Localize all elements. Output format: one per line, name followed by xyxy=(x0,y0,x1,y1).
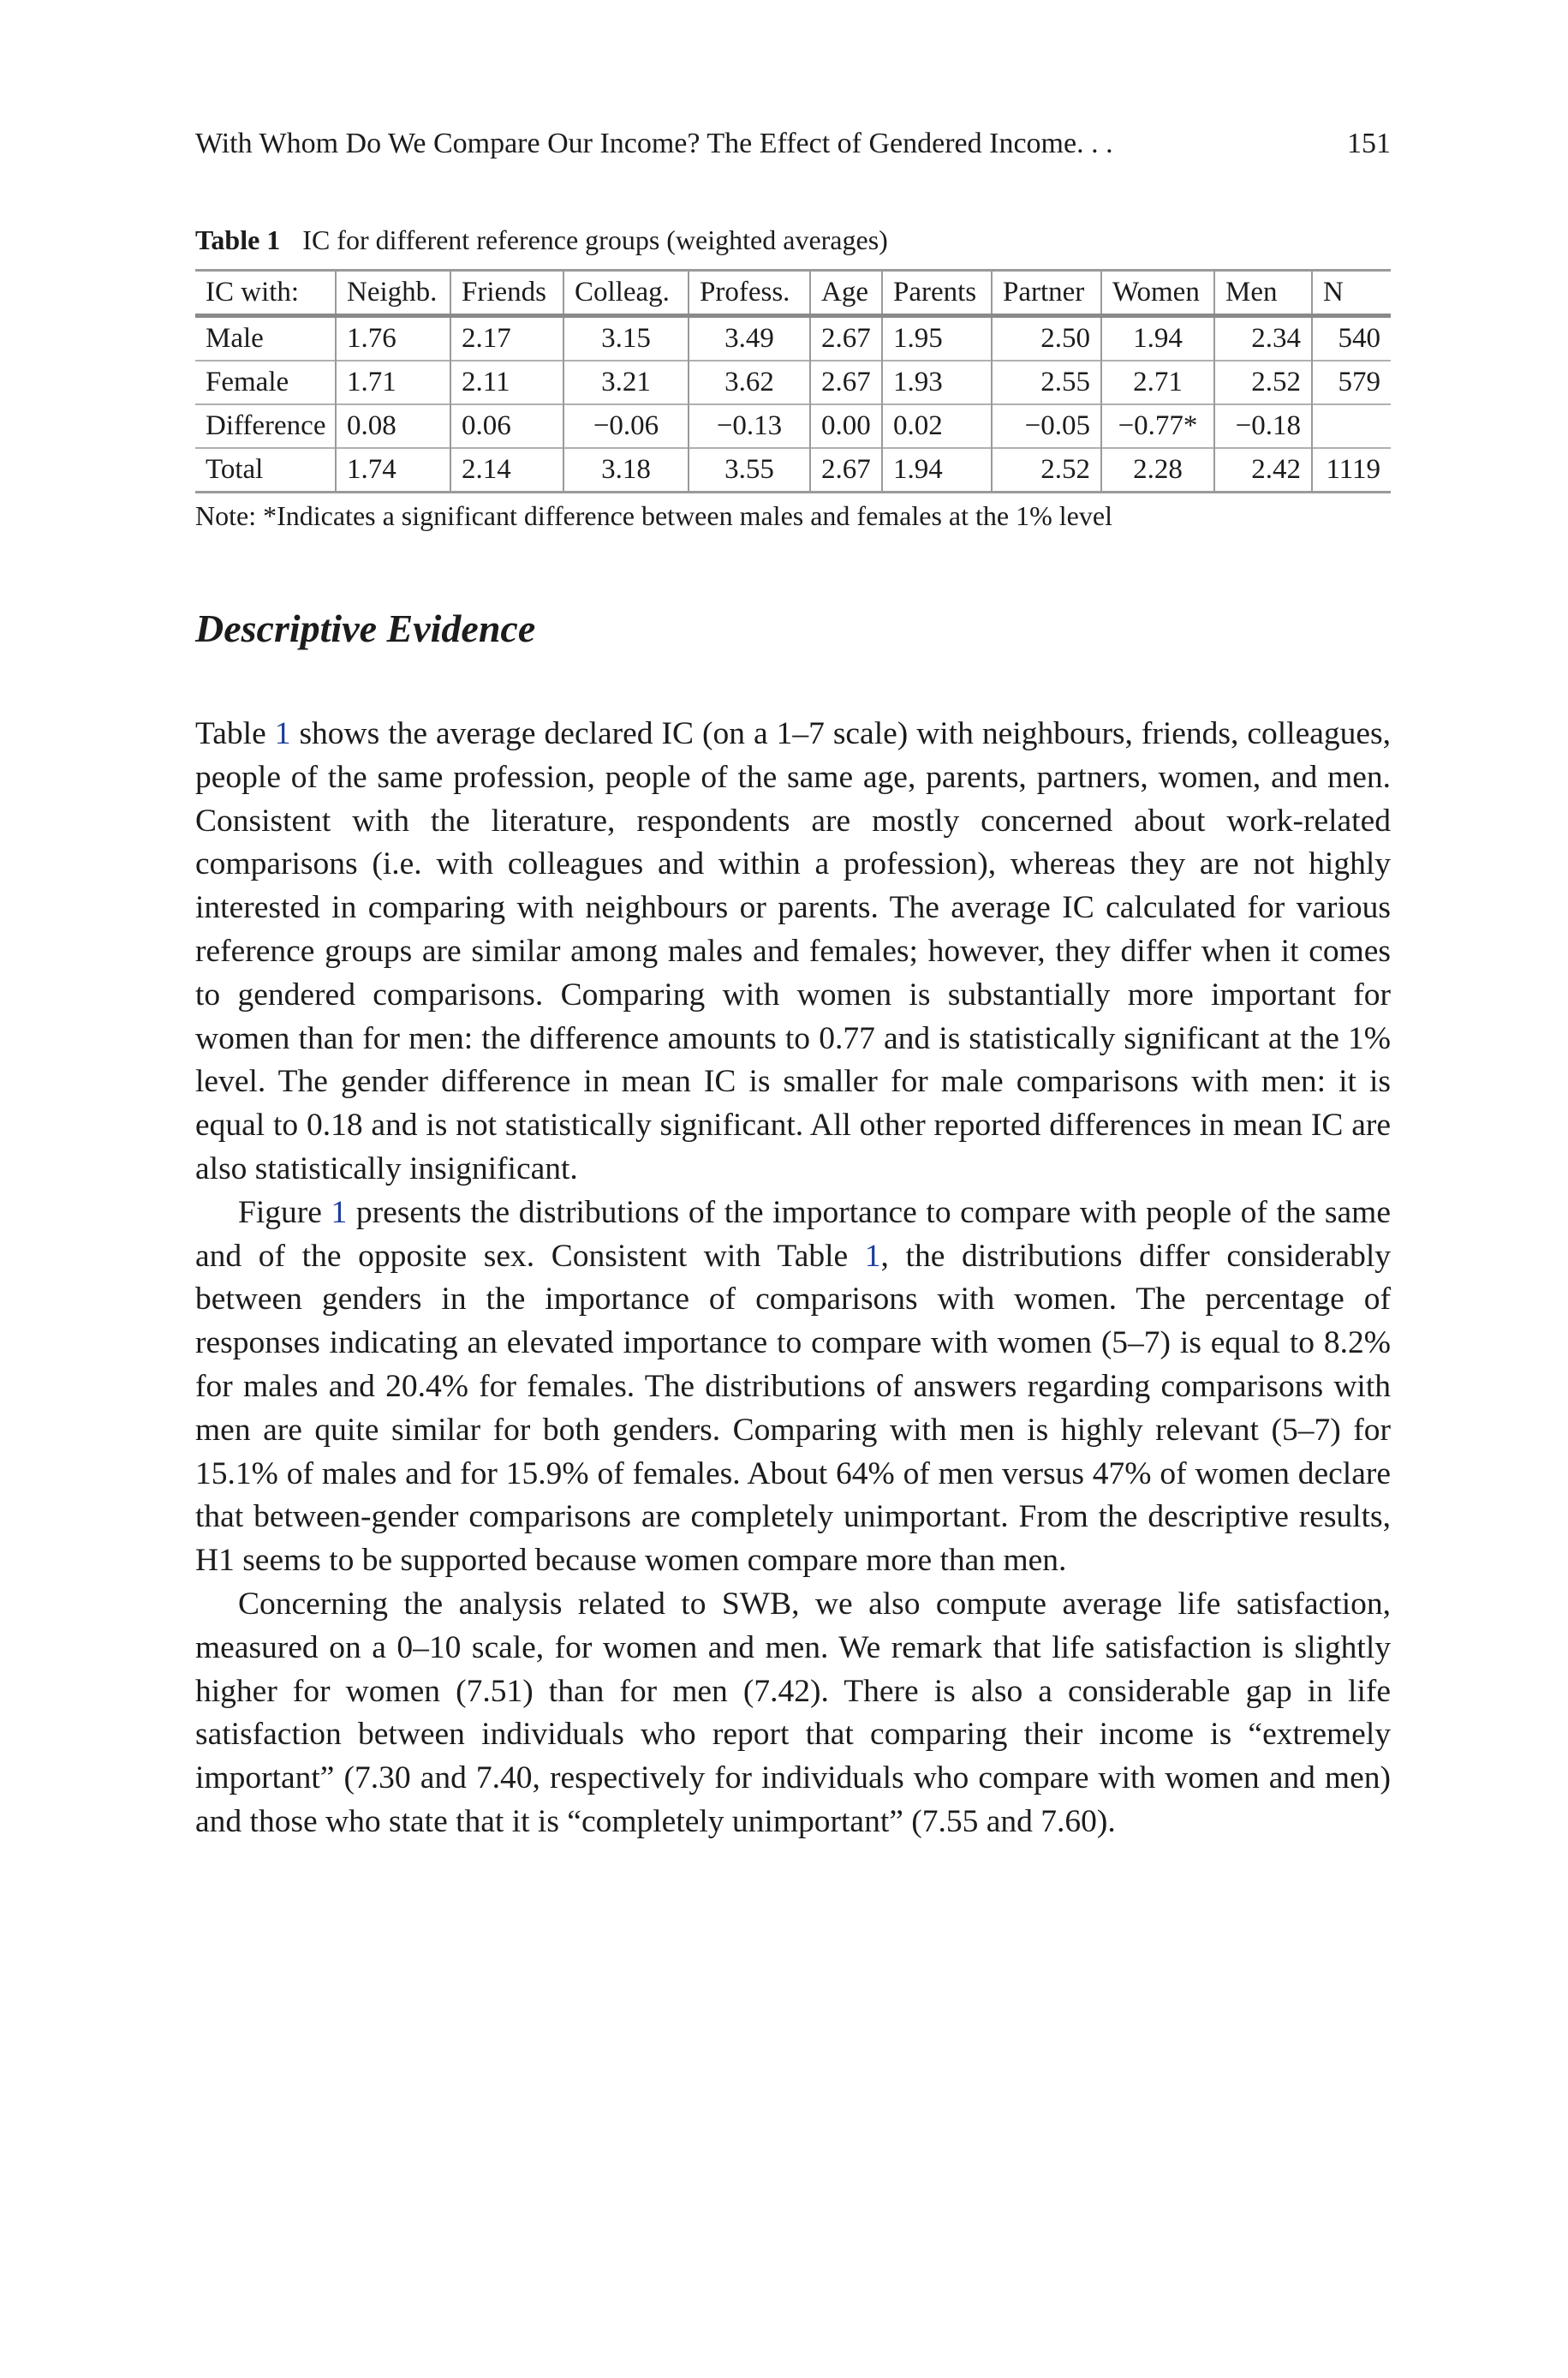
table-caption xyxy=(195,223,888,257)
column-header: Neighb. xyxy=(336,271,450,316)
column-header: N xyxy=(1323,277,1344,308)
table-cell: 3.62 xyxy=(689,361,810,404)
table-cell: 2.67 xyxy=(810,316,882,361)
table-row xyxy=(195,404,1391,448)
table-cell: 2.52 xyxy=(1214,361,1312,404)
table-cell: 540 xyxy=(1338,323,1380,354)
text-run: presents the distributions of the importance to compare with people of the same and of the opposite sex. Consistent with Table xyxy=(195,1194,1391,1274)
table-cell: −0.77* xyxy=(1101,404,1214,448)
table-cell: 1.71 xyxy=(336,361,450,404)
running-head-title: With Whom Do We Compare Our Income? The Effect of Gendered Income. . . xyxy=(195,128,1113,159)
table-cell: 2.71 xyxy=(1101,361,1214,404)
table-cell: 0.00 xyxy=(810,404,882,448)
column-header: Friends xyxy=(450,271,563,316)
column-header: Partner xyxy=(992,271,1101,316)
table-cell: 1.95 xyxy=(882,316,992,361)
table-label: Table 1 xyxy=(195,224,281,255)
table-cell: 2.42 xyxy=(1214,448,1312,493)
table-cell: 0.06 xyxy=(450,404,563,448)
paragraph: Concerning the analysis related to SWB, we also compute average life satisfaction, measured on a 0–10 scale, for women and men. We remark that life satisfaction is slightly higher for women (7.51) than for men (7.42). There is also a considerable gap in life satisfaction between individuals who report that comparing their income is “extremely important” (7.30 and 7.40, respectively for individuals who compare with women and men) and those who state that it is “completely unimportant” (7.55 and 7.60). xyxy=(195,1586,1391,1839)
table-cell: 3.55 xyxy=(689,448,810,493)
text-run: , the distributions differ considerably between genders in the importance of comparisons with women. The percentage of responses indicating an elevated importance to compare with women (5–7) is equal to 8.2% for males and 20.4% for females. The distributions of answers regarding comparisons with men are quite similar for both genders. Comparing with men is highly relevant (5–7) for 15.1% of males and for 15.9% of females. About 64% of men versus 47% of women declare that between-gender comparisons are completely unimportant. From the descriptive results, H1 seems to be supported because women compare more than men. xyxy=(195,1238,1391,1579)
table-cell: 1.93 xyxy=(882,361,992,404)
text-run: shows the average declared IC (on a 1–7 scale) with neighbours, friends, colleagues, people of the same profession, people of the same age, parents, partners, women, and men. Consistent with the literature, respondents are mostly concerned about work-related comparisons (i.e. with colleagues and within a profession), whereas they are not highly interested in comparing with neighbours or parents. The average IC calculated for various reference groups are similar among males and females; however, they differ when it comes to gendered comparisons. Comparing with women is substantially more important for women than for men: the difference amounts to 0.77 and is statistically significant at the 1% level. The gender difference in mean IC is smaller for male comparisons with men: it is equal to 0.18 and is not statistically significant. All other reported differences in mean IC are also statistically insignificant. xyxy=(195,716,1391,1186)
body-text xyxy=(195,713,1391,1844)
section-heading: Descriptive Evidence xyxy=(195,606,536,650)
table-cell: 1.76 xyxy=(336,316,450,361)
table-row xyxy=(195,361,1391,404)
text-run: Figure xyxy=(238,1194,331,1230)
column-header: Age xyxy=(810,271,882,316)
table-cell: 2.28 xyxy=(1101,448,1214,493)
table-cell: 1.94 xyxy=(1101,316,1214,361)
table-cell: 3.15 xyxy=(563,316,689,361)
table-reference-link[interactable]: 1 xyxy=(864,1238,881,1274)
table-cell: 2.11 xyxy=(450,361,563,404)
table-cell: 2.50 xyxy=(992,316,1101,361)
paragraph xyxy=(195,1192,1391,1583)
table-cell: 2.52 xyxy=(992,448,1101,493)
table-reference-link[interactable]: 1 xyxy=(274,716,291,751)
row-label: Difference xyxy=(195,404,336,448)
table-cell: 2.55 xyxy=(992,361,1101,404)
row-label: Female xyxy=(195,361,336,404)
column-header: IC with: xyxy=(195,271,336,316)
table-header-row xyxy=(195,271,1391,316)
table-cell: 2.34 xyxy=(1214,316,1312,361)
table-cell: 3.18 xyxy=(563,448,689,493)
table-cell: 2.67 xyxy=(810,361,882,404)
table-cell: 579 xyxy=(1338,367,1380,397)
table-cell: −0.06 xyxy=(563,404,689,448)
column-header: Men xyxy=(1214,271,1312,316)
table-cell: 2.17 xyxy=(450,316,563,361)
table-cell: 1.74 xyxy=(336,448,450,493)
paragraph xyxy=(195,713,1391,1192)
table-caption-text: IC for different reference groups (weighted averages) xyxy=(302,224,888,255)
table-cell: 2.14 xyxy=(450,448,563,493)
table-cell: 1.94 xyxy=(882,448,992,493)
table-cell: 3.49 xyxy=(689,316,810,361)
page-number: 151 xyxy=(1347,128,1391,159)
table-note: Note: *Indicates a significant difference between males and females at the 1% level xyxy=(195,500,1112,531)
column-header: Women xyxy=(1101,271,1214,316)
column-header: Colleag. xyxy=(563,271,689,316)
table-cell: 2.67 xyxy=(810,448,882,493)
table-row xyxy=(195,316,1391,361)
table-cell: 0.02 xyxy=(882,404,992,448)
table-cell: −0.13 xyxy=(689,404,810,448)
table-cell: 3.21 xyxy=(563,361,689,404)
ic-table xyxy=(195,269,1391,493)
table-cell: −0.05 xyxy=(992,404,1101,448)
table-cell: 1119 xyxy=(1326,454,1380,485)
row-label: Male xyxy=(195,316,336,361)
table-cell xyxy=(1312,404,1391,448)
table-row xyxy=(195,448,1391,493)
table-cell: −0.18 xyxy=(1214,404,1312,448)
figure-reference-link[interactable]: 1 xyxy=(331,1194,348,1230)
column-header: Profess. xyxy=(689,271,810,316)
row-label: Total xyxy=(195,448,336,493)
table-cell: 0.08 xyxy=(336,404,450,448)
text-run: Table xyxy=(195,716,275,751)
column-header: Parents xyxy=(882,271,992,316)
